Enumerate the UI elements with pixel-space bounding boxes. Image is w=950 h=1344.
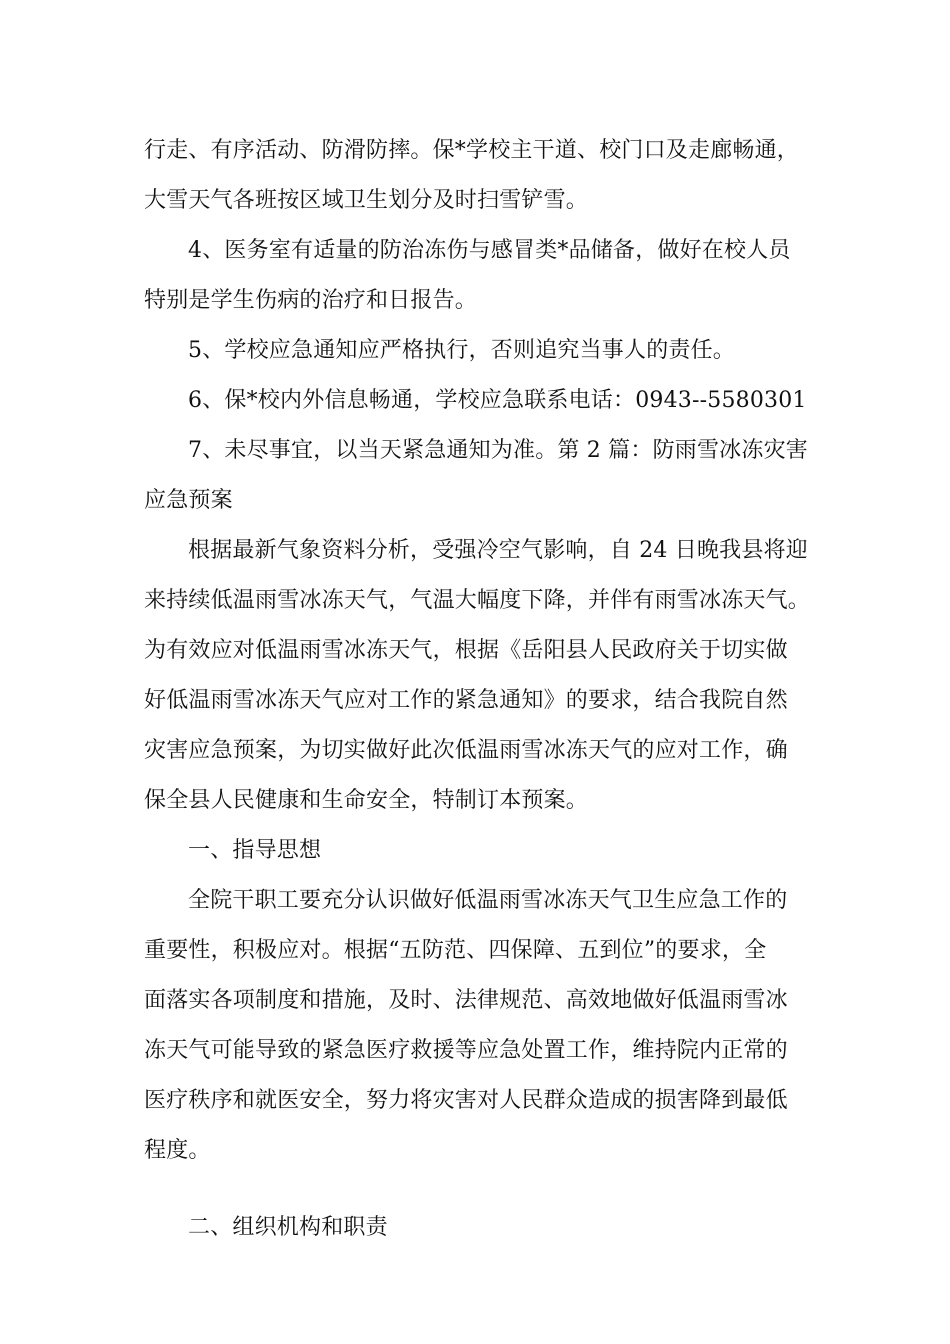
text-line: 面落实各项制度和措施，及时、法律规范、高效地做好低温雨雪冰 [144,988,788,1013]
text-line: 来持续低温雨雪冰冻天气，气温大幅度下降，并伴有雨雪冰冻天气。 [144,588,811,613]
text-line: 5、学校应急通知应严格执行，否则追究当事人的责任。 [188,338,735,363]
text-line: 应急预案 [144,488,233,513]
text-line: 灾害应急预案，为切实做好此次低温雨雪冰冻天气的应对工作，确 [144,738,788,763]
text-line: 为有效应对低温雨雪冰冻天气，根据《岳阳县人民政府关于切实做 [144,638,788,663]
text-line: 冻天气可能导致的紧急医疗救援等应急处置工作，维持院内正常的 [144,1038,788,1063]
text-line: 7、未尽事宜，以当天紧急通知为准。第 2 篇：防雨雪冰冻灾害 [188,438,808,463]
text-line: 4、医务室有适量的防治冻伤与感冒类*品储备，做好在校人员 [188,238,791,263]
text-line: 医疗秩序和就医安全，努力将灾害对人民群众造成的损害降到最低 [144,1088,788,1113]
paragraph-gap [144,1176,814,1203]
text-line: 程度。 [144,1138,211,1163]
text-line: 重要性，积极应对。根据“五防范、四保障、五到位”的要求，全 [144,938,767,963]
section-heading: 二、组织机构和职责 [188,1215,388,1240]
text-line: 行走、有序活动、防滑防摔。保*学校主干道、校门口及走廊畅通， [144,138,800,163]
text-line: 根据最新气象资料分析，受强冷空气影响，自 24 日晚我县将迎 [188,538,808,563]
text-line: 大雪天气各班按区域卫生划分及时扫雪铲雪。 [144,188,589,213]
text-line: 特别是学生伤病的治疗和日报告。 [144,288,478,313]
text-line: 保全县人民健康和生命安全，特制订本预案。 [144,788,589,813]
section-heading: 一、指导思想 [188,838,322,863]
text-line: 全院干职工要充分认识做好低温雨雪冰冻天气卫生应急工作的 [188,888,788,913]
text-line: 好低温雨雪冰冻天气应对工作的紧急通知》的要求，结合我院自然 [144,688,788,713]
document-body [144,126,814,1253]
text-line: 6、保*校内外信息畅通，学校应急联系电话：0943--5580301 [188,388,807,413]
